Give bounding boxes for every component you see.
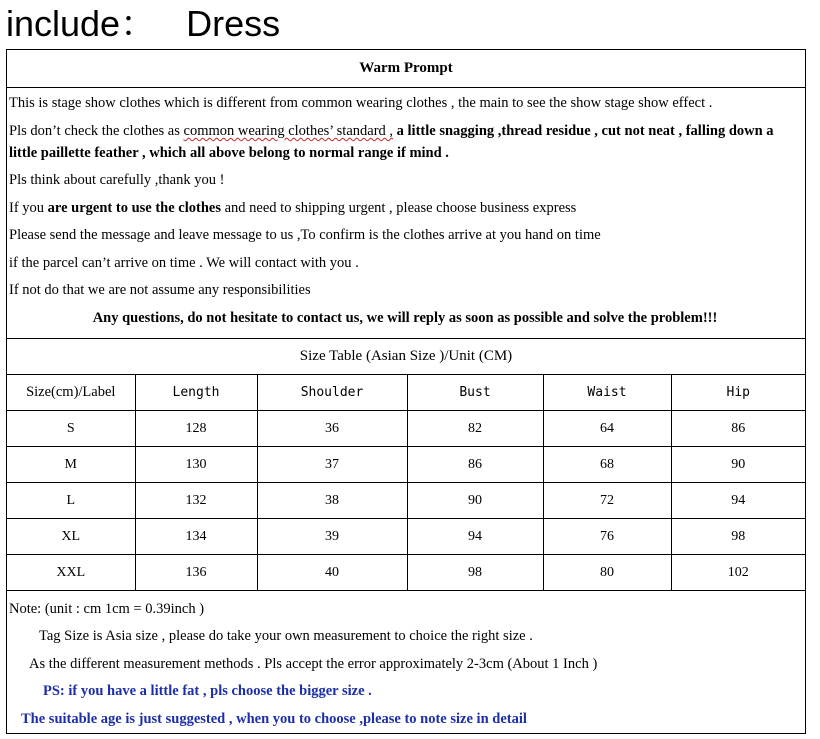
table-cell: 94 bbox=[671, 483, 805, 519]
size-table-header-row bbox=[7, 375, 805, 411]
table-row bbox=[7, 555, 805, 591]
header-bust: Bust bbox=[407, 375, 543, 411]
header-waist: Waist bbox=[543, 375, 671, 411]
tag-size-note: Tag Size is Asia size , please do take your own measurement to choice the right size . bbox=[39, 628, 533, 644]
prompt-line-3: Pls think about carefully ,thank you ! bbox=[9, 172, 225, 188]
include-value: Dress bbox=[186, 3, 281, 44]
table-cell: 136 bbox=[135, 555, 257, 591]
table-cell: 72 bbox=[543, 483, 671, 519]
prompt-line-2: Pls don’t check the clothes as common wearing clothes’ standard , a little snagging ,thread residue , cut not neat , falling down a little paillette feather , which all above belong to normal range if mind . bbox=[9, 123, 774, 161]
table-cell: 80 bbox=[543, 555, 671, 591]
table-cell: 36 bbox=[257, 411, 407, 447]
table-cell: 98 bbox=[671, 519, 805, 555]
table-cell: 98 bbox=[407, 555, 543, 591]
table-cell: 90 bbox=[671, 447, 805, 483]
table-cell: S bbox=[7, 411, 135, 447]
table-cell: 86 bbox=[407, 447, 543, 483]
table-cell: XL bbox=[7, 519, 135, 555]
table-cell: 130 bbox=[135, 447, 257, 483]
header-length: Length bbox=[135, 375, 257, 411]
table-cell: 90 bbox=[407, 483, 543, 519]
include-label: include： bbox=[6, 3, 157, 44]
table-cell: M bbox=[7, 447, 135, 483]
table-cell: L bbox=[7, 483, 135, 519]
include-heading bbox=[6, 2, 280, 46]
warm-prompt-title: Warm Prompt bbox=[7, 50, 805, 88]
unit-note: Note: (unit : cm 1cm = 0.39inch ) bbox=[9, 601, 205, 617]
table-row bbox=[7, 519, 805, 555]
table-cell: 64 bbox=[543, 411, 671, 447]
header-hip: Hip bbox=[671, 375, 805, 411]
header-shoulder: Shoulder bbox=[257, 375, 407, 411]
notes-section bbox=[7, 591, 805, 736]
ps-note: PS: if you have a little fat , pls choose the bigger size . bbox=[43, 683, 372, 699]
table-row bbox=[7, 447, 805, 483]
table-cell: 68 bbox=[543, 447, 671, 483]
table-cell: 132 bbox=[135, 483, 257, 519]
header-size-label: Size(cm)/Label bbox=[7, 375, 135, 411]
prompt-line-8: Any questions, do not hesitate to contact us, we will reply as soon as possible and solve the problem!!! bbox=[92, 310, 718, 326]
size-table bbox=[7, 375, 805, 591]
warm-prompt-body bbox=[7, 88, 805, 339]
table-cell: 38 bbox=[257, 483, 407, 519]
table-row bbox=[7, 483, 805, 519]
table-cell: 86 bbox=[671, 411, 805, 447]
table-cell: 134 bbox=[135, 519, 257, 555]
table-cell: 40 bbox=[257, 555, 407, 591]
product-info-sheet bbox=[6, 49, 806, 734]
prompt-line-4: If you are urgent to use the clothes and need to shipping urgent , please choose business express bbox=[9, 200, 577, 216]
table-row bbox=[7, 411, 805, 447]
table-cell: XXL bbox=[7, 555, 135, 591]
age-note: The suitable age is just suggested , when you to choose ,please to note size in detail bbox=[21, 711, 527, 727]
table-cell: 39 bbox=[257, 519, 407, 555]
prompt-line-7: If not do that we are not assume any responsibilities bbox=[9, 282, 311, 298]
prompt-line-5: Please send the message and leave message to us ,To confirm is the clothes arrive at you hand on time bbox=[9, 227, 601, 243]
size-table-title: Size Table (Asian Size )/Unit (CM) bbox=[7, 339, 805, 375]
table-cell: 128 bbox=[135, 411, 257, 447]
prompt-line-1: This is stage show clothes which is different from common wearing clothes , the main to see the show stage show effect . bbox=[9, 95, 713, 111]
prompt-line-6: if the parcel can’t arrive on time . We will contact with you . bbox=[9, 255, 359, 271]
table-cell: 82 bbox=[407, 411, 543, 447]
measurement-error-note: As the different measurement methods . Pls accept the error approximately 2-3cm (About 1 Inch ) bbox=[29, 656, 598, 672]
table-cell: 102 bbox=[671, 555, 805, 591]
table-cell: 76 bbox=[543, 519, 671, 555]
table-cell: 37 bbox=[257, 447, 407, 483]
table-cell: 94 bbox=[407, 519, 543, 555]
